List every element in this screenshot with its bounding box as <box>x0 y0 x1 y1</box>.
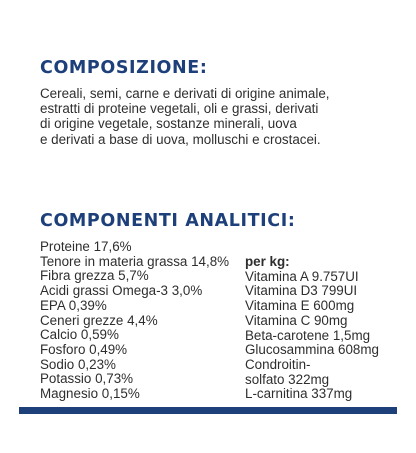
analytic-item: Ceneri grezze 4,4% <box>40 312 158 328</box>
analytic-item: Calcio 0,59% <box>40 327 119 343</box>
analytic-item: Acidi grassi Omega-3 3,0% <box>40 283 203 299</box>
composition-line: di origine vegetale, sostanze minerali, uova <box>40 116 297 132</box>
composition-heading: COMPOSIZIONE: <box>40 58 208 78</box>
analytics-heading: COMPONENTI ANALITICI: <box>40 211 296 231</box>
analytic-item: Sodio 0,23% <box>40 356 116 372</box>
analytic-item: Proteine 17,6% <box>40 239 132 254</box>
analytic-item: Magnesio 0,15% <box>40 386 140 402</box>
composition-text <box>40 86 400 147</box>
composition-line: e derivati a base di uova, molluschi e crostacei. <box>40 131 321 147</box>
composition-line: estratti di proteine vegetali, oli e grassi, derivati <box>40 101 319 117</box>
bottom-divider <box>19 407 397 414</box>
analytic-item: Potassio 0,73% <box>40 371 134 387</box>
analytic-item: solfato 322mg <box>245 371 330 387</box>
analytic-item: Vitamina C 90mg <box>245 312 348 328</box>
analytic-item: Beta-carotene 1,5mg <box>245 327 371 343</box>
analytic-item: Vitamina E 600mg <box>245 298 355 314</box>
analytic-item: Vitamina D3 799UI <box>245 283 358 299</box>
analytic-item: Fosforo 0,49% <box>40 341 128 357</box>
analytic-item: Vitamina A 9.757UI <box>245 268 359 284</box>
analytic-item: Condroitin- <box>245 356 311 372</box>
analytics-list-left <box>40 240 240 402</box>
per-kg-subheading: per kg: <box>245 254 290 269</box>
analytic-item: EPA 0,39% <box>40 297 107 313</box>
analytic-item: Glucosammina 608mg <box>245 342 379 358</box>
analytic-item: Tenore in materia grassa 14,8% <box>40 253 230 269</box>
composition-line: Cereali, semi, carne e derivati di origine animale, <box>40 86 330 101</box>
analytics-list-right <box>245 255 410 402</box>
analytic-item: Fibra grezza 5,7% <box>40 268 149 284</box>
analytic-item: L-carnitina 337mg <box>245 386 353 402</box>
